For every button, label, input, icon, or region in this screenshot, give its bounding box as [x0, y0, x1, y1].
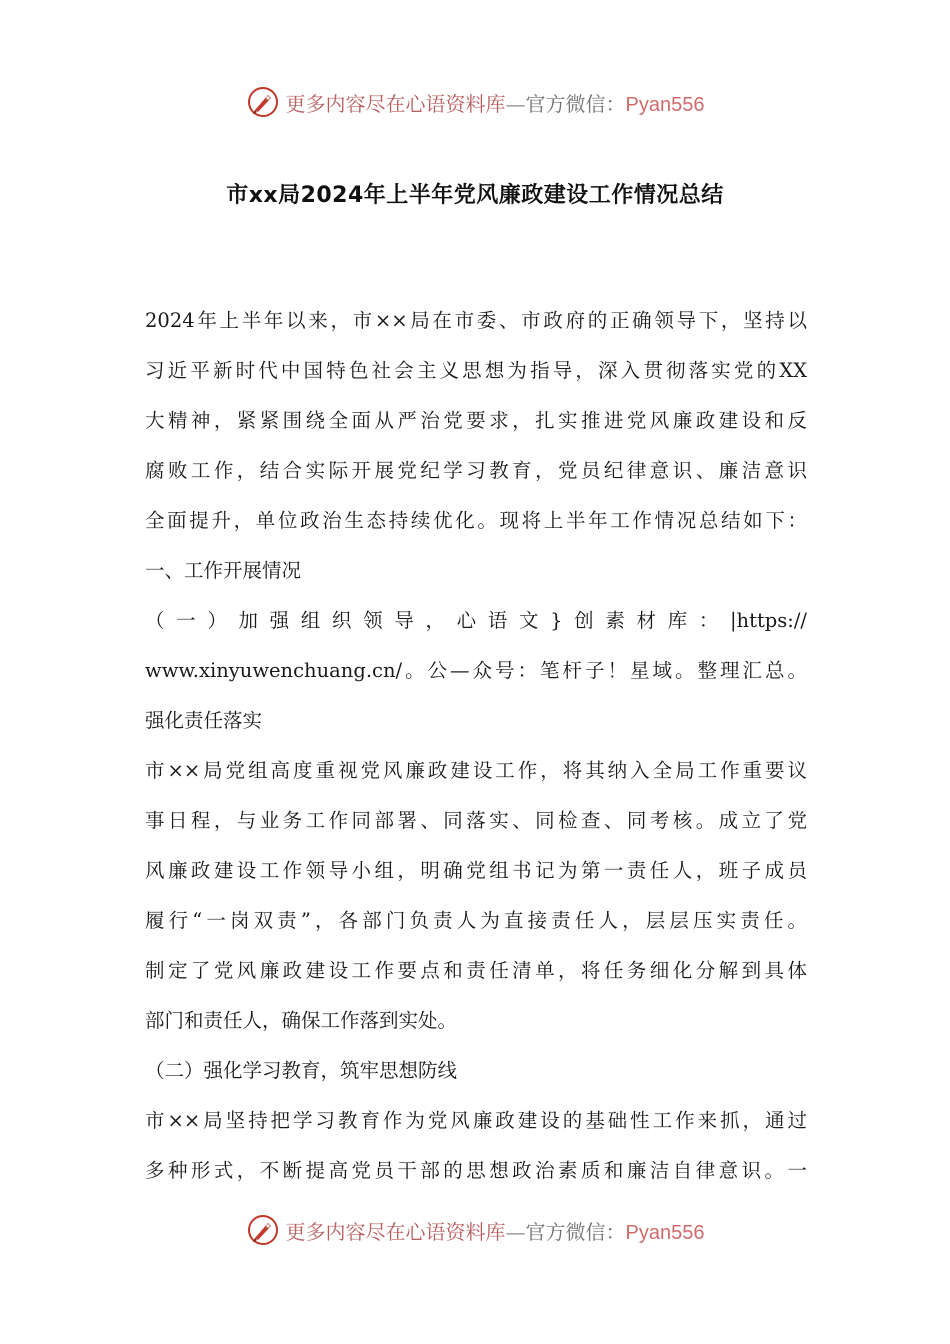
- body-line: 习近平新时代中国特色社会主义思想为指导，深入贯彻落实党的XX: [145, 359, 807, 382]
- watermark-main-text: 更多内容尽在心语资料库: [285, 91, 506, 116]
- watermark-dash: —: [505, 1219, 526, 1244]
- header-watermark-banner: [0, 82, 950, 122]
- subsection-heading-line: 强化责任落实: [145, 709, 263, 732]
- body-line: 腐败工作，结合实际开展党纪学习教育，党员纪律意识、廉洁意识: [145, 459, 807, 482]
- subsection-heading: （二）强化学习教育，筑牢思想防线: [145, 1059, 458, 1082]
- body-line: 风廉政建设工作领导小组，明确党组书记为第一责任人，班子成员: [145, 859, 807, 882]
- watermark-wechat-handle: Pyan556: [625, 93, 705, 116]
- watermark-dash: —: [505, 91, 526, 116]
- footer-watermark-banner: [0, 1210, 950, 1250]
- body-line: 市××局党组高度重视党风廉政建设工作，将其纳入全局工作重要议: [145, 759, 807, 782]
- document-body: [145, 296, 807, 1196]
- subsection-heading-line: （一）加强组织领导，心语文}创素材库：|https://: [145, 609, 807, 632]
- body-line: 部门和责任人，确保工作落到实处。: [145, 1009, 458, 1032]
- body-line: 全面提升，单位政治生态持续优化。现将上半年工作情况总结如下：: [145, 509, 807, 532]
- body-line: 制定了党风廉政建设工作要点和责任清单，将任务细化分解到具体: [145, 959, 807, 982]
- body-line: 市××局坚持把学习教育作为党风廉政建设的基础性工作来抓，通过: [145, 1109, 807, 1132]
- body-line: www.xinyuwenchuang.cn/。公—众号：笔杆子！星域。整理汇总。: [145, 659, 807, 682]
- watermark-text: [286, 1216, 705, 1245]
- watermark-text: [286, 88, 705, 117]
- pen-nib-logo-icon: [246, 85, 280, 119]
- watermark-wechat-handle: Pyan556: [625, 1221, 705, 1244]
- document-title: 市xx局2024年上半年党风廉政建设工作情况总结: [226, 183, 724, 208]
- body-line: 多种形式，不断提高党员干部的思想政治素质和廉洁自律意识。一: [145, 1159, 807, 1182]
- pen-nib-logo-icon: [246, 1213, 280, 1247]
- watermark-wechat-label: 官方微信：: [525, 91, 626, 116]
- watermark-wechat-label: 官方微信：: [525, 1219, 626, 1244]
- body-line: 大精神，紧紧围绕全面从严治党要求，扎实推进党风廉政建设和反: [145, 409, 807, 432]
- body-line: 事日程，与业务工作同部署、同落实、同检查、同考核。成立了党: [145, 809, 807, 832]
- body-line: 履行“一岗双责”，各部门负责人为直接责任人，层层压实责任。: [145, 909, 807, 932]
- body-line: 2024年上半年以来，市××局在市委、市政府的正确领导下，坚持以: [145, 309, 807, 332]
- watermark-main-text: 更多内容尽在心语资料库: [285, 1219, 506, 1244]
- section-heading: 一、工作开展情况: [145, 559, 302, 582]
